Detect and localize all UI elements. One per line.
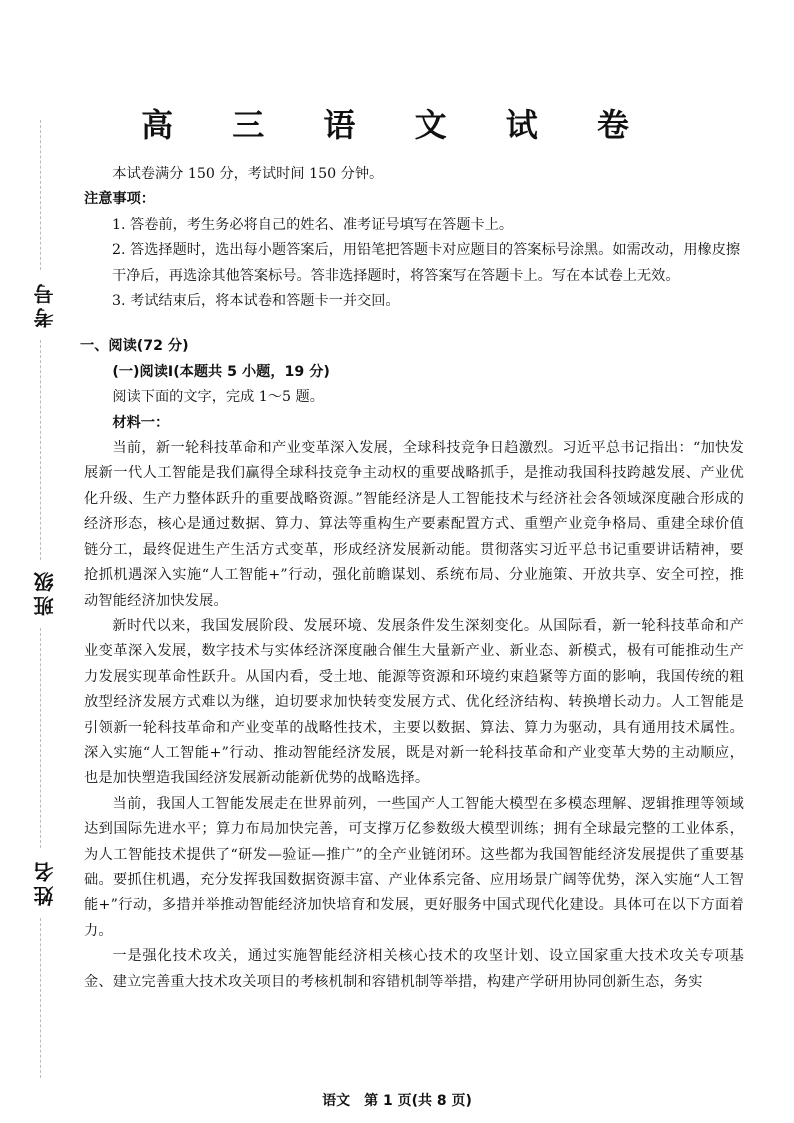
section-heading: 一、阅读(72 分)	[80, 338, 189, 355]
binding-line	[40, 340, 41, 560]
spacer	[84, 314, 744, 334]
intro-text: 本试卷满分 150 分，考试时间 150 分钟。	[112, 166, 384, 182]
name-label: 姓名	[33, 858, 57, 906]
instruction-text: 阅读下面的文字，完成 1～5 题。	[112, 389, 324, 406]
material-paragraph: 新时代以来，我国发展阶段、发展环境、发展条件发生深刻变化。从国际看，新一轮科技革命和产业变革深入发展，数字技术与实体经济深度融合催生大量新产业、新业态、新模式，极有可能推动生产力发展实现革命性跃升。从国内看，受土地、能源等资源和环境约束趋紧等方面的影响，我国传统的粗放型经济发展方式难以为继，迫切要求加快转变发展方式、优化经济结构、转换增长动力。人工智能是引领新一轮科技革命和产业变革的战略性技术，主要以数据、算法、算力为驱动，具有通用技术属性。深入实施“人工智能+”行动、推动智能经济发展，既是对新一轮科技革命和产业变革大势的主动顺应，也是加快塑造我国经济发展新动能新优势的战略选择。	[84, 617, 744, 787]
material-label: 材料一：	[112, 414, 170, 431]
sub-section-heading: (一)阅读Ⅰ(本题共 5 小题，19 分)	[112, 363, 330, 380]
binding-line	[40, 918, 41, 1078]
material-paragraph: 当前，新一轮科技革命和产业变革深入发展，全球科技竞争日趋激烈。习近平总书记指出：“加快发展新一代人工智能是我们赢得全球科技竞争主动权的重要战略抓手，是推动我国科技跨越发展、产业优化升级、生产力整体跃升的重要战略资源。”智能经济是人工智能技术与经济社会各领域深度融合形成的经济形态，核心是通过数据、算力、算法等重构生产要素配置方式、重塑产业竞争格局、重建全球价值链分工，最终促进生产生活方式变革，形成经济发展新动能。贯彻落实习近平总书记重要讲话精神，要抢抓机遇深入实施“人工智能+”行动，强化前瞻谋划、系统布局、分业施策、开放共享、安全可控，推动智能经济加快发展。	[84, 440, 744, 609]
notice-heading: 注意事项：	[84, 191, 155, 208]
material-paragraph: 一是强化技术攻关，通过实施智能经济相关核心技术的攻坚计划、设立国家重大技术攻关专项基金、建立完善重大技术攻关项目的考核机制和容错机制等举措，构建产学研用协同创新生态，务实	[84, 948, 744, 990]
binding-line	[40, 628, 41, 848]
notice-item: 1. 答卷前，考生务必将自己的姓名、准考证号填写在答题卡上。	[112, 216, 514, 233]
notice-item: 2. 答选择题时，选出每小题答案后，用铅笔把答题卡对应题目的答案标号涂黑。如需改动，用橡皮擦干净后，再选涂其他答案标号。答非选择题时，将答案写在答题卡上。写在本试卷上无效。	[112, 242, 741, 284]
exam-content	[80, 162, 744, 995]
exam-number-label: 考号	[33, 280, 57, 328]
page-footer: 语文 第 1 页(共 8 页)	[322, 1093, 472, 1109]
class-label: 班级	[33, 568, 57, 616]
binding-line	[40, 120, 41, 270]
material-paragraph: 当前，我国人工智能发展走在世界前列，一些国产人工智能大模型在多模态理解、逻辑推理等领域达到国际先进水平；算力布局加快完善，可支撑万亿参数级大模型训练；拥有全球最完整的工业体系，为人工智能技术提供了“研发—验证—推广”的全产业链闭环。这些都为我国智能经济发展提供了重要基础。要抓住机遇，充分发挥我国数据资源丰富、产业体系完备、应用场景广阔等优势，深入实施“人工智能+”行动，多措并举推动智能经济加快培育和发展，更好服务中国式现代化建设。具体可在以下方面着力。	[84, 795, 744, 939]
notice-item: 3. 考试结束后，将本试卷和答题卡一并交回。	[112, 293, 400, 310]
page-title: 高 三 语 文 试 卷	[141, 106, 653, 144]
